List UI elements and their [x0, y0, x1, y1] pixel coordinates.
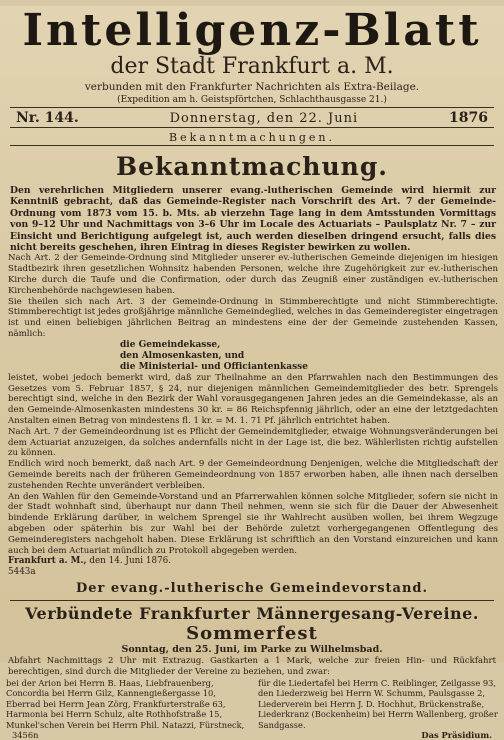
list-item: Harmonia bei Herrn Schulz, alte Rothhofstraße 15, [6, 709, 223, 720]
kassen-list [0, 340, 504, 373]
notice-paragraph: Nach Art. 7 der Gemeindeordnung ist es Pflicht der Gemeindemitglieder, etwaige Wohnungsveränderungen bei dem Actuariat anzuzeigen, da solches andernfalls nicht in der Lage ist, die bez. Wählerlisten richtig aufstellen zu können. [8, 426, 498, 459]
list-item: bei der Arion bei Herrn B. Haas, Liebfrauenberg, [6, 677, 214, 688]
list-item: Concordia bei Herrn Gilz, Kannengießergasse 10, [6, 688, 216, 699]
fest-text: Abfahrt Nachmittags 2 Uhr mit Extrazug. Gastkarten a 1 Mark, welche zur freien Hin- und Rückfahrt berechtigen, sind durch die Mitglieder der Vereine zu beziehen, und zwar: [8, 656, 496, 677]
notice-place: Frankfurt a. M., [8, 556, 87, 567]
fest-association: Verbündete Frankfurter Männergesang-Vereine. [25, 604, 479, 624]
section-heading: Bekanntmachungen. [169, 131, 335, 144]
list-item: die Ministerial- und Officiantenkasse [120, 361, 308, 372]
list-item: die Gemeindekasse, [120, 339, 221, 350]
notice-paragraph: Sie theilen sich nach Art. 3 der Gemeinde-Ordnung in Stimmberechtigte und nicht Stimmberechtigte. Stimmberechtigt ist jedes großjährige männliche Gemeindeglied, welches in das Gemeinderegister eingetragen ist und einen beliebigen jährlichen Beitrag an mindestens eine der der Gemeinde zustehenden Kassen, nämlich: [8, 296, 498, 340]
list-item: Munkel'schen Verein bei Herrn Phil. Natazzi, Fürstneck, [6, 719, 245, 730]
fest-footer [0, 730, 504, 740]
notice-ref: 5443a [8, 567, 36, 578]
issue-line [0, 108, 504, 127]
issue-number: Nr. 144. [16, 110, 79, 126]
fest-ref: 3456n [12, 730, 39, 740]
list-item: den Almosenkasten, und [120, 350, 245, 361]
list-item: für die Liedertafel bei Herrn C. Reiblinger, Zeilgasse 93, [258, 677, 497, 688]
notice-body-cont [0, 373, 504, 557]
fest-when: Sonntag, den 25. Juni, im Parke zu Wilhelmsbad. [121, 644, 383, 656]
masthead-line2: verbunden mit den Frankfurter Nachrichten als Extra-Beilage. [84, 81, 420, 93]
fest-left-column [6, 678, 252, 731]
rule-bottom [10, 127, 494, 128]
notice-body [0, 253, 504, 339]
list-item: den Liederzweig bei Herrn W. Schumm, Paulsgasse 2, [258, 688, 486, 699]
fest-signature: Das Präsidium. [421, 730, 492, 740]
fest-right-column [252, 678, 498, 731]
masthead-title: Intelligenz-Blatt [22, 5, 482, 56]
masthead-line3: (Expedition am h. Geistspförtchen, Schlachthausgasse 21.) [117, 95, 387, 105]
notice-title: Bekanntmachung. [115, 152, 389, 181]
issue-date: Donnerstag, den 22. Juni [169, 111, 359, 126]
list-item: Eberrad bei Herrn Jean Zörg, Frankfurterstraße 63, [6, 698, 226, 709]
rule-fest [10, 600, 494, 601]
list-item: Liederverein bei Herrn J. D. Hochhut, Brückenstraße, [258, 698, 484, 709]
masthead-subtitle: der Stadt Frankfurt a. M. [110, 54, 394, 79]
newspaper-page [0, 5, 504, 740]
notice-signature-line [0, 556, 504, 567]
notice-board: Der evang.-lutherische Gemeindevorstand. [75, 581, 429, 597]
notice-paragraph: Nach Art. 2 der Gemeinde-Ordnung sind Mitglieder unserer ev.-lutherischen Gemeinde diejenigen im hiesigen Stadtbezirk ihren gesetzlichen Wohnsitz habenden Personen, welche ihre Zugehörigkeit zur ev.-lutherischen Kirche durch die Taufe und die Confirmation, oder durch das Zeugniß einer zuständigen ev.-lutherischen Kirchenbehörde nachgewiesen haben. [8, 253, 498, 296]
issue-year: 1876 [449, 110, 488, 126]
notice-intro: Den verehrlichen Mitgliedern unserer evang.-lutherischen Gemeinde wird hiermit zur Kenntniß gebracht, daß das Gemeinde-Register nach Vorschrift des Art. 7 der Gemeinde-Ordnung vom 1873 vom 15. b. Mts. ab vierzehn Tage lang in dem Amtsstunden Vormittags von 9–12 Uhr und Nachmittags von 3–6 Uhr im Locale des Actuariats – Paulsplatz Nr. 7 – zur Einsicht und Berichtigung aufgelegt ist, auch werden dieselben dringend ersucht, falls dies nicht bereits geschehen, ihren Eintrag in dieses Register bewirken zu wollen. [10, 185, 496, 254]
list-item: Liederkranz (Bockenheim) bei Herrn Wallenberg, großer Sandgasse. [258, 709, 498, 730]
fest-ticket-columns [0, 678, 504, 731]
rule-section [10, 145, 494, 146]
fest-title: Sommerfest [186, 623, 318, 645]
notice-paragraph: An den Wahlen für den Gemeinde-Vorstand und an Pfarrerwahlen können solche Mitglieder, sofern sie nicht in der Stadt wohnhaft sind, überhaupt nur dann Theil nehmen, wenn sie sich für die Dauer der Abwesenheit bindende Erklärung darüber, in welchem Sprengel sie ihr Wahlrecht ausüben wollen, bei ihrem Wegzuge abgeben oder späterhin bis zur Wahl bei der Behörde zuletzt vorhergegangenen Offentlegung des Gemeinderegisters nachgeholt haben. Diese Erklärung ist schriftlich an den Vorstand einzureichen und kann auch bei dem Actuariat mündlich zu Protokoll abgegeben werden. [8, 491, 498, 556]
notice-paragraph: Endlich wird noch bemerkt, daß nach Art. 9 der Gemeindeordnung Denjenigen, welche die Mitgliedschaft der Gemeinde bereits nach der früheren Gemeindeordnung von 1857 erworben haben, alle ihnen nach derselben zustehenden Rechte unverändert verbleiben. [8, 459, 498, 491]
notice-paragraph: leistet, wobei jedoch bemerkt wird, daß zur Theilnahme an den Pfarrwahlen nach den Bestimmungen des Gesetzes vom 5. Februar 1857, § 24, nur diejenigen männlichen Gemeindemitglieder des betr. Sprengels berechtigt sind, welche in den Bezirk der Wahl vorausgegangenen Jahren jedes an die Gemeindekasse, als an den Gemeinde-Almosenkasten mindestens 30 kr. = 86 Reichspfennig jährlich, oder an eine der letztgedachten Anstalten einen Betrag von mindestens fl. 1 kr. = M. 1. 71 Pf. jährlich entrichtet haben. [8, 372, 498, 426]
notice-place-date: den 14. Juni 1876. [89, 556, 172, 567]
